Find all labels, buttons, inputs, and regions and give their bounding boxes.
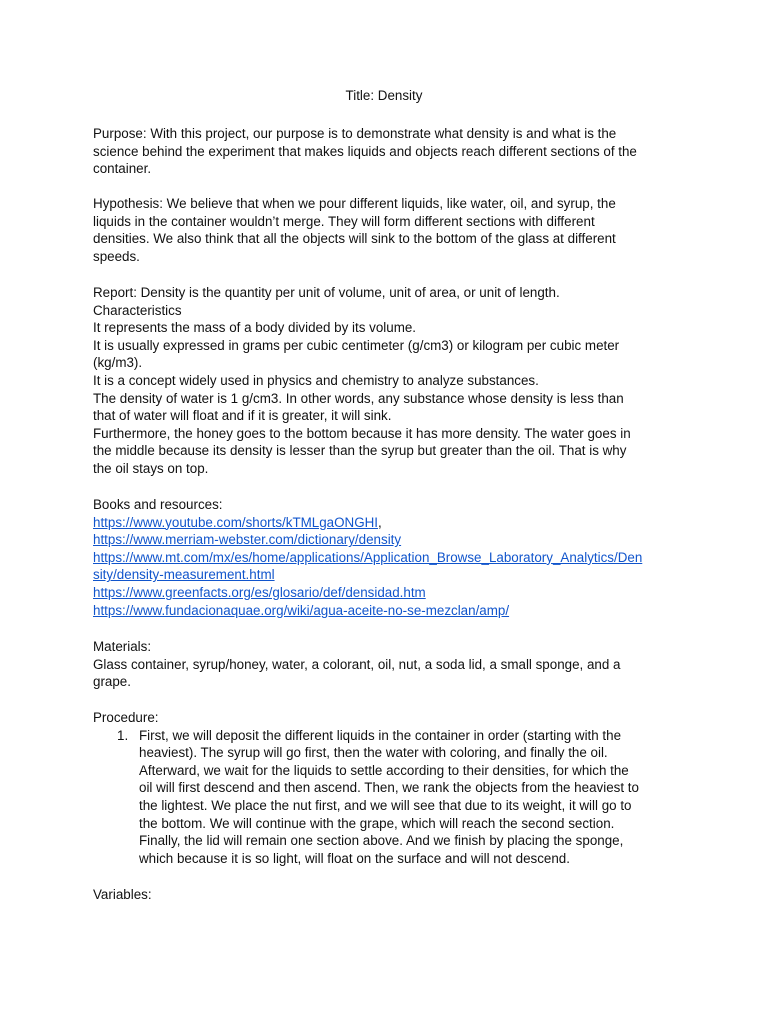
step-line: Afterward, we wait for the liquids to settle according to their densities, for which the (139, 762, 629, 778)
report-line: Furthermore, the honey goes to the bottom because it has more density. The water goes in (93, 425, 631, 441)
materials-heading: Materials: (93, 639, 152, 654)
procedure-step (93, 727, 683, 868)
report-paragraph (93, 284, 683, 478)
resource-link-mt-continued[interactable]: sity/density-measurement.html (93, 567, 275, 583)
purpose-line: Purpose: With this project, our purpose is to demonstrate what density is and what is the (93, 126, 617, 141)
variables-section (93, 886, 683, 904)
materials-section (93, 638, 683, 691)
variables-heading: Variables: (93, 887, 152, 902)
report-line: Report: Density is the quantity per unit of volume, unit of area, or unit of length. (93, 285, 560, 300)
resource-link-row (93, 514, 683, 532)
link-separator: , (378, 514, 382, 530)
report-line: It is a concept widely used in physics and chemistry to analyze substances. (93, 372, 539, 388)
step-line: the bottom. We will continue with the grape, which will reach the second section. (139, 815, 615, 831)
document-title: Title: Density (345, 88, 423, 103)
procedure-list (93, 727, 683, 868)
step-line: First, we will deposit the different liquids in the container in order (starting with the (139, 727, 622, 743)
procedure-section (93, 709, 683, 867)
report-line: Characteristics (93, 302, 182, 318)
hypothesis-paragraph (93, 195, 683, 265)
hypothesis-line: speeds. (93, 248, 140, 264)
report-line: the middle because its density is lesser than the syrup but greater than the oil. That is why (93, 443, 627, 459)
report-line: It is usually expressed in grams per cubic centimeter (g/cm3) or kilogram per cubic meter (93, 337, 620, 353)
step-line: the lightest. We place the nut first, and we will see that due to its weight, it will go to (139, 797, 632, 813)
report-line: the oil stays on top. (93, 460, 209, 476)
purpose-line: container. (93, 161, 152, 177)
resources-heading: Books and resources: (93, 497, 223, 512)
step-line: oil will first descend and then ascend. Then, we rank the objects from the heaviest to (139, 780, 639, 796)
resource-link-mt[interactable]: https://www.mt.com/mx/es/home/applications/Application_Browse_Laboratory_Analytics/Den (93, 549, 643, 565)
hypothesis-line: liquids in the container wouldn’t merge. They will form different sections with different (93, 213, 595, 229)
step-line: heaviest). The syrup will go first, then the water with coloring, and finally the oil. (139, 745, 608, 761)
materials-line: Glass container, syrup/honey, water, a colorant, oil, nut, a soda lid, a small sponge, and a (93, 656, 621, 672)
resource-link-merriam-webster[interactable]: https://www.merriam-webster.com/dictionary/density (93, 532, 402, 548)
report-line: (kg/m3). (93, 355, 143, 371)
step-line: Finally, the lid will remain one section above. And we finish by placing the sponge, (139, 833, 624, 849)
hypothesis-line: Hypothesis: We believe that when we pour different liquids, like water, oil, and syrup, the (93, 196, 616, 211)
resources-section (93, 496, 683, 619)
purpose-paragraph (93, 125, 683, 178)
report-line: that of water will float and if it is greater, it will sink. (93, 408, 392, 424)
report-line: The density of water is 1 g/cm3. In other words, any substance whose density is less than (93, 390, 624, 406)
purpose-line: science behind the experiment that makes liquids and objects reach different sections of the (93, 143, 637, 159)
resource-link-fundacionaquae[interactable]: https://www.fundacionaquae.org/wiki/agua-aceite-no-se-mezclan/amp/ (93, 602, 510, 618)
report-line: It represents the mass of a body divided by its volume. (93, 320, 417, 336)
hypothesis-line: densities. We also think that all the objects will sink to the bottom of the glass at different (93, 231, 616, 247)
step-number: 1. (117, 727, 129, 743)
resource-link-youtube[interactable]: https://www.youtube.com/shorts/kTMLgaONGHI (93, 514, 379, 530)
materials-line: grape. (93, 674, 131, 690)
step-line: which because it is so light, will float on the surface and will not descend. (139, 850, 570, 866)
procedure-heading: Procedure: (93, 710, 159, 725)
resource-link-greenfacts[interactable]: https://www.greenfacts.org/es/glosario/def/densidad.htm (93, 584, 426, 600)
